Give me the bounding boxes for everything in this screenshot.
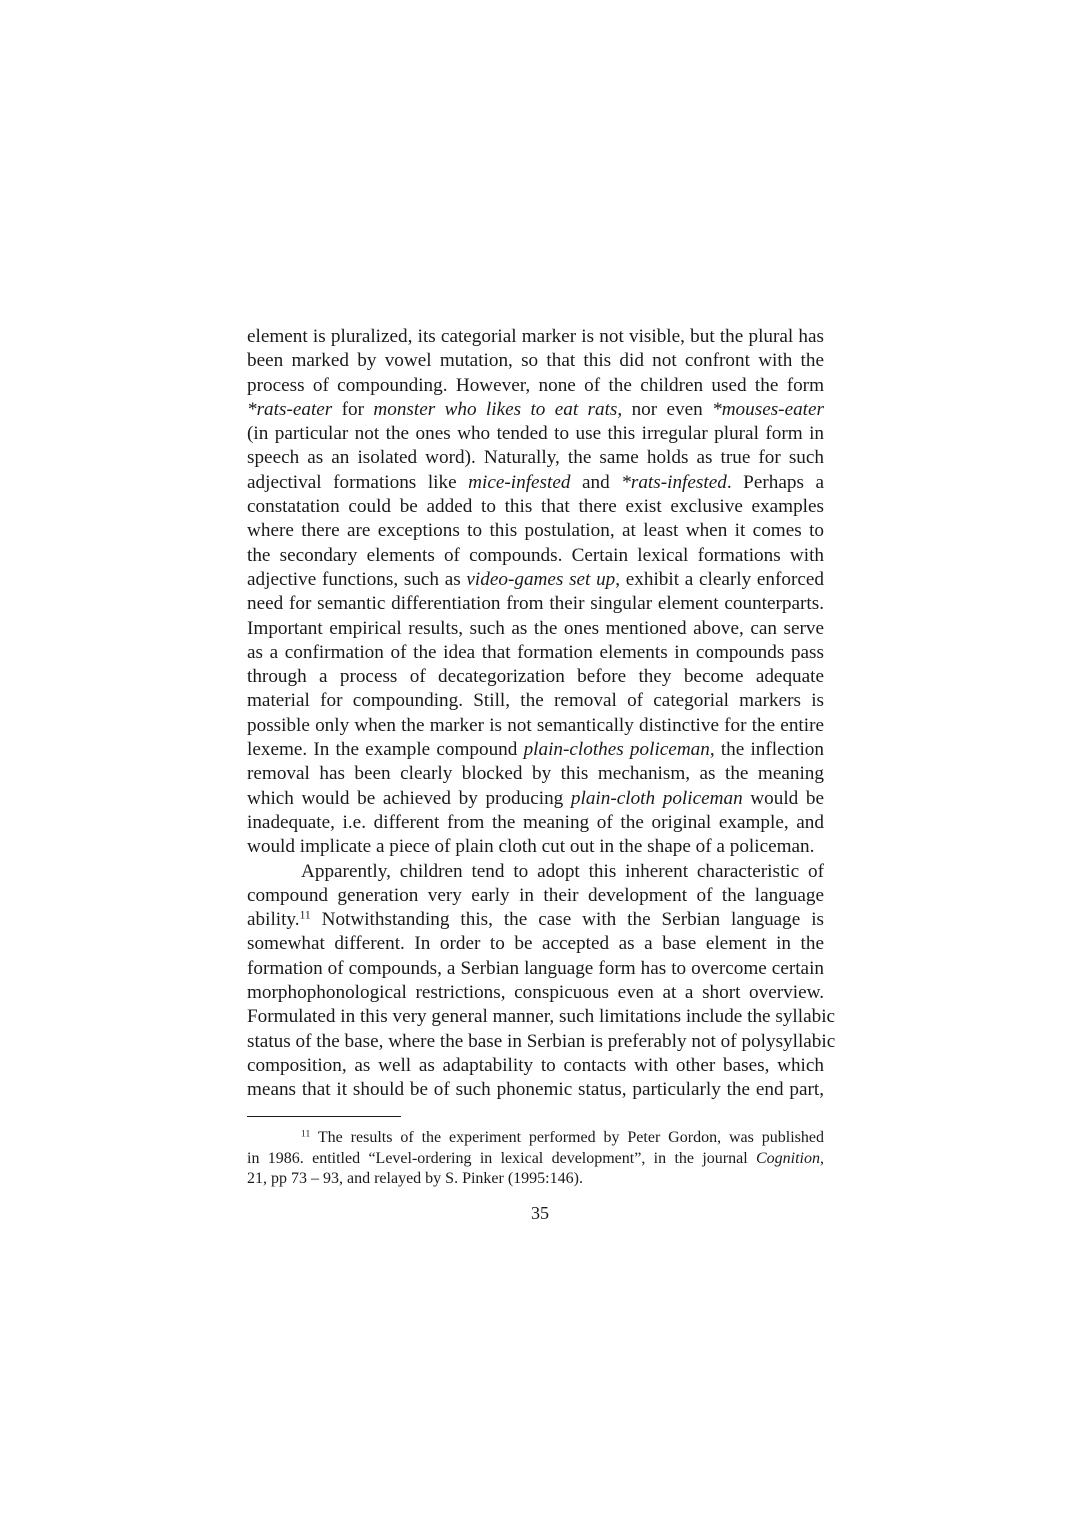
text-line [247,932,824,956]
text-run: formation of compounds, a Serbian language form has to overcome certain [247,957,824,979]
text-run: , the inflection [709,739,824,761]
italic-example: *rats-eater [247,398,333,420]
body-text [247,325,836,1103]
text-line [247,762,824,786]
text-run: element is pluralized, its categorial marker is not visible, but the plural has [247,326,824,347]
text-run: ability. [247,909,300,931]
text-run: speech as an isolated word). Naturally, the same holds as true for such [247,447,824,469]
text-line [247,689,824,713]
text-run: through a process of decategorization before they become adequate [247,666,824,688]
text-line [247,1030,836,1054]
text-line [247,544,824,568]
footnote-marker: 11 [301,1128,311,1140]
text-line [247,665,824,689]
text-run: process of compounding. However, none of the children used the form [247,374,824,396]
text-line [247,641,824,665]
text-run: composition, as well as adaptability to contacts with other bases, which [247,1054,824,1076]
text-line [247,835,824,859]
text-line [247,1005,836,1029]
text-run: . Perhaps a [726,471,824,493]
text-line [247,592,824,616]
text-run: , nor even [617,398,713,420]
text-line [247,860,824,884]
footnote-marker: 11 [299,909,311,922]
footnote-separator [247,1116,401,1117]
text-run: adjectival formations like [247,471,469,493]
text-run: morphophonological restrictions, conspicuous even at a short overview. [247,982,824,1004]
text-run: Apparently, children tend to adopt this inherent characteristic of [301,860,824,882]
text-run: inadequate, i.e. different from the meaning of the original example, and [247,811,824,833]
text-line [247,957,824,981]
text-run: which would be achieved by producing [247,787,571,809]
text-line [247,617,824,641]
text-run: Formulated in this very general manner, such limitations include the syllabic [247,1006,836,1028]
text-line [247,349,824,373]
text-line [247,398,824,422]
text-line [247,325,824,349]
text-run: 21, pp 73 – 93, and relayed by S. Pinker (1995:146). [247,1170,583,1187]
footnote-line [247,1169,824,1190]
page-number: 35 [531,1203,549,1223]
italic-example: Cognition [755,1149,820,1167]
italic-example: monster who likes to eat rats [373,398,618,420]
text-run: constatation could be added to this that there exist exclusive examples [247,496,824,518]
text-run: Important empirical results, such as the ones mentioned above, can serve [247,617,824,639]
text-run: somewhat different. In order to be accepted as a base element in the [247,933,824,955]
text-run: would implicate a piece of plain cloth cut out in the shape of a policeman. [247,836,815,858]
text-line [247,1054,824,1078]
italic-example: plain-cloth policeman [570,787,743,809]
text-run: , exhibit a clearly enforced [615,568,824,590]
text-run: adjective functions, such as [247,568,467,590]
text-run: possible only when the marker is not semantically distinctive for the entire [247,714,824,736]
text-line [247,738,824,762]
text-line [247,422,824,446]
text-run: The results of the experiment performed by Peter Gordon, was published [310,1129,824,1146]
text-run: as a confirmation of the idea that formation elements in compounds pass [247,641,824,663]
footnote-line [247,1149,824,1170]
text-line [247,446,824,470]
text-line [247,471,824,495]
footnote-line [247,1128,824,1149]
italic-example: *mouses-eater [712,398,824,420]
italic-example: plain-clothes policeman [523,739,710,761]
text-run: removal has been clearly blocked by this mechanism, as the meaning [247,763,824,785]
italic-example: *rats-infested [621,471,727,493]
text-run: the secondary elements of compounds. Certain lexical formations with [247,544,824,566]
text-run: in 1986. entitled “Level-ordering in lexical development”, in the journal [247,1149,756,1167]
text-line [247,519,824,543]
text-run: means that it should be of such phonemic status, particularly the end part, [247,1079,824,1101]
text-line [247,884,824,908]
text-line [247,1078,824,1102]
text-line [247,568,824,592]
text-run: been marked by vowel mutation, so that this did not confront with the [247,350,824,372]
footnote [247,1128,824,1190]
text-run: need for semantic differentiation from their singular element counterparts. [247,593,824,615]
text-run: , [820,1149,824,1167]
text-line [247,374,824,398]
text-line [247,714,824,738]
text-line [247,811,824,835]
text-run: compound generation very early in their development of the language [247,884,824,906]
text-line [247,495,824,519]
text-line [247,981,824,1005]
text-run: (in particular not the ones who tended to use this irregular plural form in [247,423,824,445]
text-run: and [570,471,622,493]
text-run: Notwithstanding this, the case with the Serbian language is [310,909,824,931]
text-run: material for compounding. Still, the removal of categorial markers is [247,690,824,712]
text-run: lexeme. In the example compound [247,739,524,761]
text-run: status of the base, where the base in Serbian is preferably not of polysyllabic [247,1030,836,1052]
text-run: for [332,398,374,420]
italic-example: video-games set up [466,568,616,590]
text-line [247,787,824,811]
text-run: would be [742,787,825,809]
text-line [247,908,824,932]
text-run: where there are exceptions to this postulation, at least when it comes to [247,520,824,542]
italic-example: mice-infested [468,471,571,493]
